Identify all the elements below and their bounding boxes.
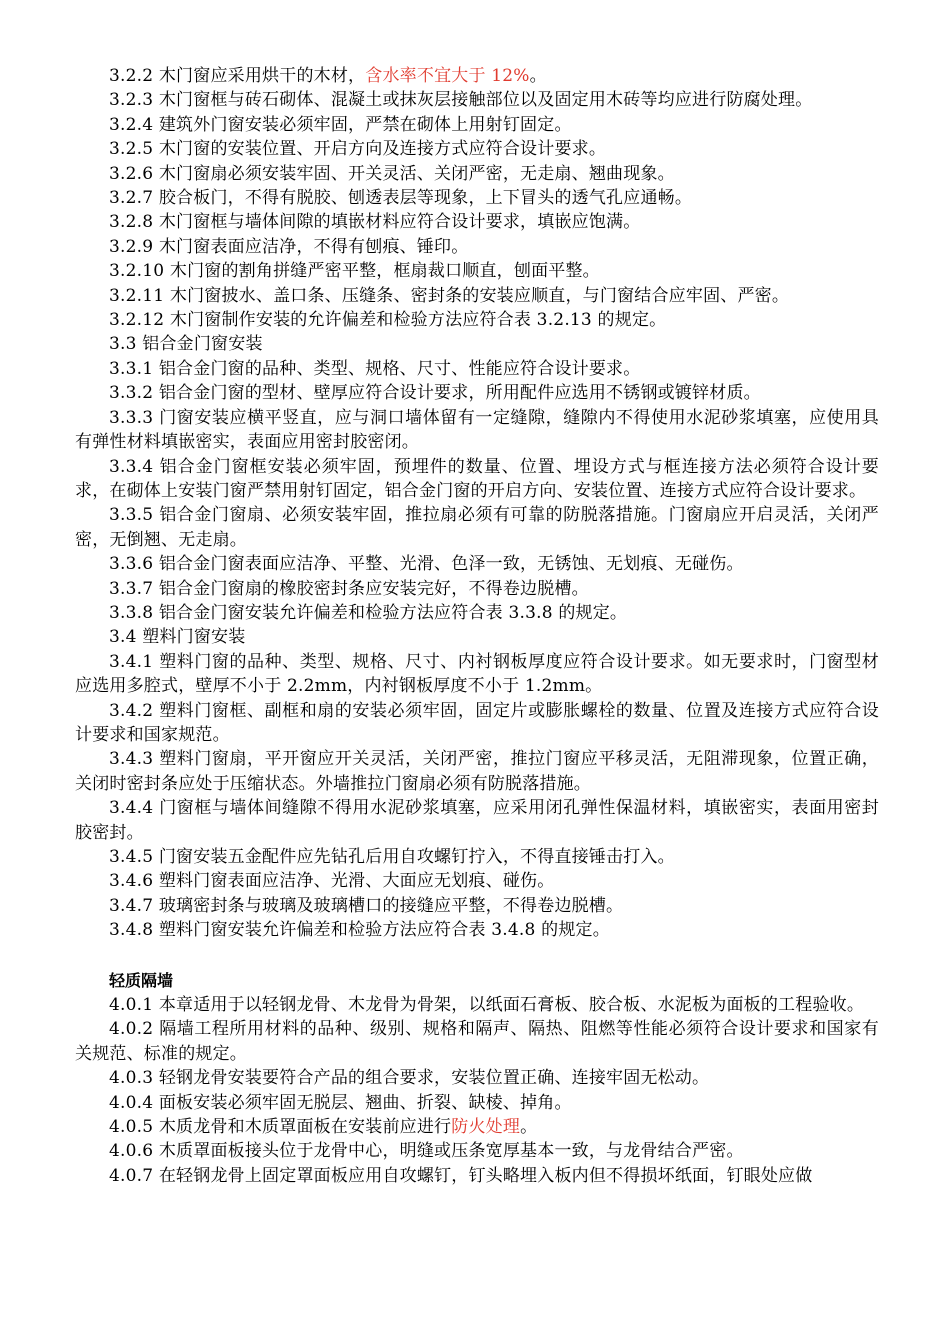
clause-3-3-2: 3.3.2 铝合金门窗的型材、壁厚应符合设计要求，所用配件应选用不锈钢或镀锌材质。 [109,383,761,404]
clause-3-3-8: 3.3.8 铝合金门窗安装允许偏差和检验方法应符合表 3.3.8 的规定。 [109,602,628,623]
clause-3-2-4: 3.2.4 建筑外门窗安装必须牢固，严禁在砌体上用射钉固定。 [109,114,572,135]
clause-3-2-9: 3.2.9 木门窗表面应洁净，不得有刨痕、锤印。 [109,236,469,257]
clause-4-0-4: 4.0.4 面板安装必须牢固无脱层、翘曲、折裂、缺棱、掉角。 [109,1092,572,1113]
clause-text: 3.2.2 木门窗应采用烘干的木材， [109,66,366,86]
highlight-fireproof: 防火处理 [451,1117,521,1138]
clause-3-2-10: 3.2.10 木门窗的割角拼缝严密平整，框扇裁口顺直，刨面平整。 [109,261,600,282]
section-heading: 轻质隔墙 [109,970,174,990]
clause-3-3-5: 3.3.5 铝合金门窗扇、必须安装牢固，推拉扇必须有可靠的防脱落措施。门窗扇应开启灵活，关闭严密，无倒翘、无走扇。 [75,505,879,550]
section-3-4-title: 3.4 塑料门窗安装 [109,627,246,648]
clause-4-0-6: 4.0.6 木质罩面板接头位于龙骨中心，明缝或压条宽厚基本一致，与龙骨结合严密。 [109,1141,744,1162]
clause-3-2-12: 3.2.12 木门窗制作安装的允许偏差和检验方法应符合表 3.2.13 的规定。 [109,310,667,331]
clause-3-4-1: 3.4.1 塑料门窗的品种、类型、规格、尺寸、内衬钢板厚度应符合设计要求。如无要求时，门窗型材应选用多腔式，壁厚不小于 2.2mm，内衬钢板厚度不小于 1.2mm。 [75,651,879,697]
clause-3-3-4: 3.3.4 铝合金门窗框安装必须牢固，预埋件的数量、位置、埋设方式与框连接方法必须符合设计要求，在砌体上安装门窗严禁用射钉固定，铝合金门窗的开启方向、安装位置、连接方式应符合设计要求。 [75,456,879,501]
highlight-moisture: 含水率不宜大于 12% [365,66,530,86]
clause-text-end: 。 [520,1117,538,1138]
clause-3-4-6: 3.4.6 塑料门窗表面应洁净、光滑、大面应无划痕、碰伤。 [109,871,555,892]
clause-4-0-1: 4.0.1 本章适用于以轻钢龙骨、木龙骨为骨架，以纸面石膏板、胶合板、水泥板为面板的工程验收。 [109,995,865,1016]
document-page [75,64,879,1188]
clause-3-2-5: 3.2.5 木门窗的安装位置、开启方向及连接方式应符合设计要求。 [109,139,607,160]
clause-3-2-6: 3.2.6 木门窗扇必须安装牢固、开关灵活、关闭严密，无走扇、翘曲现象。 [109,163,675,184]
clause-4-0-2: 4.0.2 隔墙工程所用材料的品种、级别、规格和隔声、隔热、阻燃等性能必须符合设计要求和国家有关规范、标准的规定。 [75,1019,879,1064]
clause-3-4-3: 3.4.3 塑料门窗扇，平开窗应开关灵活，关闭严密，推拉门窗应平移灵活，无阻滞现象，位置正确，关闭时密封条应处于压缩状态。外墙推拉门窗扇必须有防脱落措施。 [75,749,879,794]
clause-4-0-5 [75,1115,879,1139]
clause-4-0-3: 4.0.3 轻钢龙骨安装要符合产品的组合要求，安装位置正确、连接牢固无松动。 [109,1068,710,1089]
clause-3-3-6: 3.3.6 铝合金门窗表面应洁净、平整、光滑、色泽一致，无锈蚀、无划痕、无碰伤。 [109,554,744,575]
clause-3-2-8: 3.2.8 木门窗框与墙体间隙的填嵌材料应符合设计要求，填嵌应饱满。 [109,212,641,233]
clause-3-4-7: 3.4.7 玻璃密封条与玻璃及玻璃槽口的接缝应平整，不得卷边脱槽。 [109,895,624,916]
clause-3-2-2 [75,64,879,88]
clause-3-4-2: 3.4.2 塑料门窗框、副框和扇的安装必须牢固，固定片或膨胀螺栓的数量、位置及连接方式应符合设计要求和国家规范。 [75,700,879,745]
clause-3-2-11: 3.2.11 木门窗披水、盖口条、压缝条、密封条的安装应顺直，与门窗结合应牢固、严密。 [109,285,790,306]
section-3-3-title: 3.3 铝合金门窗安装 [109,334,263,355]
clause-3-4-8: 3.4.8 塑料门窗安装允许偏差和检验方法应符合表 3.4.8 的规定。 [109,920,610,941]
clause-text-end: 。 [529,66,547,86]
clause-3-3-1: 3.3.1 铝合金门窗的品种、类型、规格、尺寸、性能应符合设计要求。 [109,358,641,379]
clause-4-0-7: 4.0.7 在轻钢龙骨上固定罩面板应用自攻螺钉，钉头略埋入板内但不得损坏纸面，钉眼处应做 [109,1165,813,1186]
section-gap [75,943,879,969]
clause-3-2-7: 3.2.7 胶合板门，不得有脱胶、刨透表层等现象，上下冒头的透气孔应通畅。 [109,188,693,209]
clause-3-2-3: 3.2.3 木门窗框与砖石砌体、混凝土或抹灰层接触部位以及固定用木砖等均应进行防腐处理。 [109,90,813,111]
clause-3-3-3: 3.3.3 门窗安装应横平竖直，应与洞口墙体留有一定缝隙，缝隙内不得使用水泥砂浆填塞，应使用具有弹性材料填嵌密实，表面应用密封胶密闭。 [75,407,879,453]
clause-text: 4.0.5 木质龙骨和木质罩面板在安装前应进行 [109,1117,452,1138]
clause-3-4-5: 3.4.5 门窗安装五金配件应先钻孔后用自攻螺钉拧入，不得直接锤击打入。 [109,847,675,867]
clause-3-3-7: 3.3.7 铝合金门窗扇的橡胶密封条应安装完好，不得卷边脱槽。 [109,578,589,599]
clause-3-4-4: 3.4.4 门窗框与墙体间缝隙不得用水泥砂浆填塞，应采用闭孔弹性保温材料，填嵌密实，表面用密封胶密封。 [75,798,879,843]
